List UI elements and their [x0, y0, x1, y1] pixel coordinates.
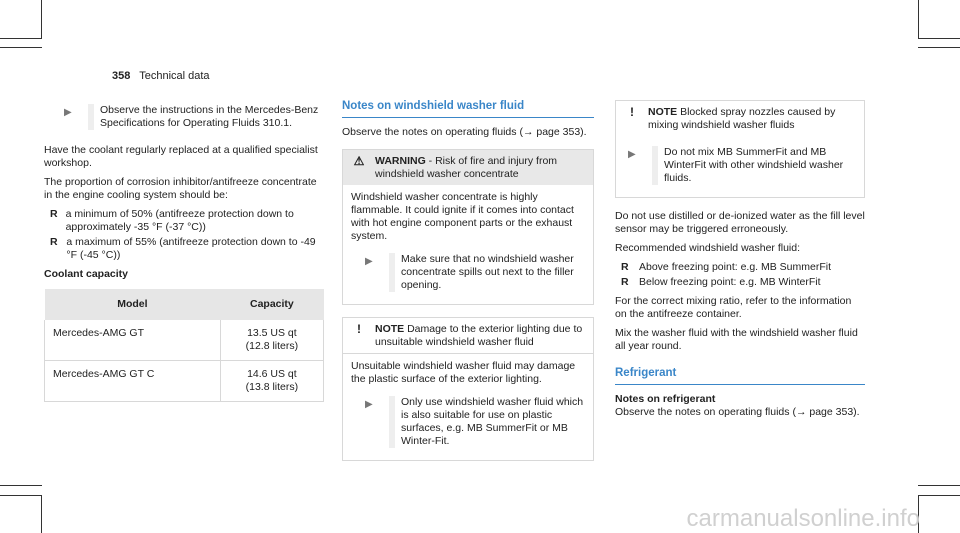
page-number: 358	[112, 70, 131, 82]
bullet-list	[615, 261, 865, 289]
crop-mark	[918, 485, 960, 486]
table-header-row	[45, 289, 324, 320]
bullet-r-icon: R	[50, 236, 58, 248]
paragraph: Observe the notes on operating fluids (→ page 353).	[615, 406, 860, 418]
note-box	[615, 100, 865, 198]
paragraph: Recommended windshield washer fluid:	[615, 242, 801, 254]
table-title: Coolant capacity	[44, 268, 129, 280]
crop-mark	[918, 0, 919, 38]
bullet-r-icon: R	[50, 208, 58, 220]
note-header: ! NOTE Damage to the exterior lighting due to unsuitable windshield washer fluid	[343, 318, 593, 353]
table-row	[45, 361, 324, 402]
note-box	[342, 317, 594, 461]
warning-triangle-icon: ⚠	[353, 154, 365, 168]
note-body	[616, 136, 864, 197]
step-text: Do not mix MB SummerFit and MB WinterFit with other windshield washer fluids.	[652, 146, 856, 185]
list-item: R Below freezing point: e.g. MB WinterFit	[621, 276, 821, 288]
warning-body	[343, 185, 593, 304]
crop-mark	[0, 485, 42, 486]
crop-mark	[918, 495, 960, 496]
section-name: Technical data	[139, 70, 210, 82]
section-title: Notes on windshield washer fluid	[342, 100, 594, 118]
model-cell: Mercedes-AMG GT C	[45, 361, 221, 402]
crop-mark	[41, 495, 42, 533]
crop-mark	[0, 38, 42, 39]
list-item: R Above freezing point: e.g. MB SummerFit	[621, 261, 831, 273]
bullet-r-icon: R	[621, 261, 629, 273]
paragraph: Do not use distilled or de-ionized water as the fill level sensor may be triggered erroneously.	[615, 210, 865, 235]
paragraph: For the correct mixing ratio, refer to the information on the antifreeze container.	[615, 295, 852, 320]
paragraph: Mix the washer fluid with the windshield washer fluid all year round.	[615, 327, 858, 352]
column-coolant	[44, 100, 324, 402]
model-cell: Mercedes-AMG GT	[45, 320, 221, 361]
note-header: ! NOTE Blocked spray nozzles caused by mixing windshield washer fluids	[616, 101, 864, 136]
play-arrow-icon: ▶	[64, 107, 72, 118]
subsection-title: Notes on refrigerant	[615, 393, 716, 405]
paragraph: Windshield washer concentrate is highly flammable. It could ignite if it comes into contact with hot engine component parts or the exhaust system.	[351, 191, 574, 242]
instruction-step	[351, 249, 585, 298]
crop-mark	[918, 38, 960, 39]
warning-header: ⚠ WARNING - Risk of fire and injury from windshield washer concentrate	[343, 150, 593, 185]
paragraph: The proportion of corrosion inhibitor/antifreeze concentrate in the engine cooling system should be:	[44, 176, 317, 201]
capacity-cell: 14.6 US qt (13.8 liters)	[220, 361, 323, 402]
crop-mark	[41, 0, 42, 38]
coolant-capacity-table	[44, 289, 324, 402]
bullet-list	[44, 208, 324, 262]
play-arrow-icon: ▶	[365, 399, 373, 410]
table-row	[45, 320, 324, 361]
instruction-step	[44, 100, 324, 136]
crop-mark	[0, 495, 42, 496]
step-text: Observe the instructions in the Mercedes-Benz Specifications for Operating Fluids 310.1.	[88, 104, 324, 130]
column-washer-fluid	[342, 100, 594, 473]
column-header: Model	[45, 289, 221, 320]
note-body	[343, 353, 593, 460]
paragraph: Observe the notes on operating fluids (→ page 353).	[342, 126, 587, 138]
step-text: Only use windshield washer fluid which is also suitable for use on plastic surfaces, e.g. MB SummerFit or MB Winter-Fit.	[389, 396, 585, 448]
crop-mark	[918, 47, 960, 48]
warning-label: WARNING	[375, 155, 426, 167]
column-header: Capacity	[220, 289, 323, 320]
section-title: Refrigerant	[615, 367, 865, 385]
column-refrigerant	[615, 100, 865, 425]
step-text: Make sure that no windshield washer concentrate spills out next to the filler opening.	[389, 253, 585, 292]
warning-box	[342, 149, 594, 305]
watermark: carmanualsonline.info	[686, 505, 920, 532]
play-arrow-icon: ▶	[628, 149, 636, 160]
exclamation-square-icon: !	[630, 105, 634, 119]
page-header	[112, 70, 210, 83]
note-label: NOTE	[648, 106, 678, 118]
bullet-r-icon: R	[621, 276, 629, 288]
play-arrow-icon: ▶	[365, 256, 373, 267]
exclamation-square-icon: !	[357, 322, 361, 336]
paragraph: Have the coolant regularly replaced at a qualified specialist workshop.	[44, 144, 318, 169]
paragraph: Unsuitable windshield washer fluid may damage the plastic surface of the exterior lighting.	[351, 360, 576, 385]
crop-mark	[0, 47, 42, 48]
list-item: R a minimum of 50% (antifreeze protection down to approximately -35 °F (-37 °C))	[50, 208, 294, 233]
note-label: NOTE	[375, 323, 405, 335]
instruction-step	[624, 142, 856, 191]
capacity-cell: 13.5 US qt (12.8 liters)	[220, 320, 323, 361]
list-item: R a maximum of 55% (antifreeze protection down to -49 °F (-45 °C))	[50, 236, 316, 261]
instruction-step	[351, 392, 585, 454]
